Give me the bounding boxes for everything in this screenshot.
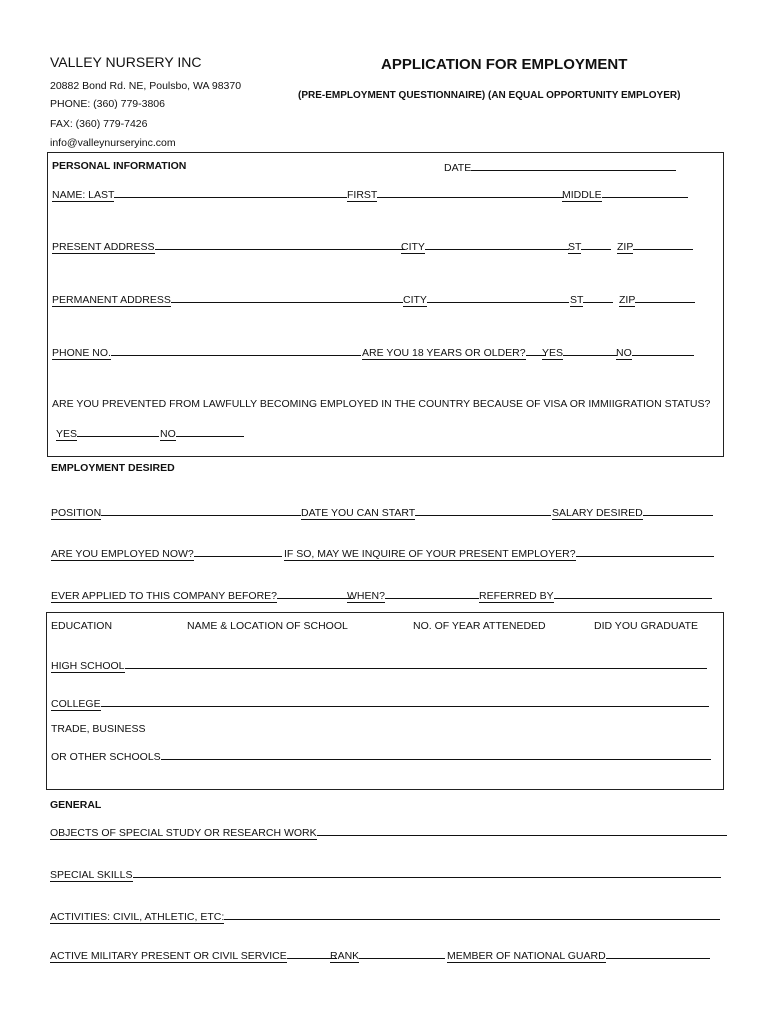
present-address-label: PRESENT ADDRESS — [52, 241, 155, 253]
rank-field[interactable] — [330, 948, 445, 962]
phone-label: PHONE NO. — [52, 347, 111, 359]
visa-question: ARE YOU PREVENTED FROM LAWFULLY BECOMING EMPLOYED IN THE COUNTRY BECAUSE OF VISA OR IMMIIGRATION STATUS? — [52, 398, 711, 410]
salary-label: SALARY DESIRED — [552, 507, 643, 519]
skills-field[interactable] — [50, 867, 721, 881]
guard-field[interactable] — [447, 948, 710, 962]
permanent-city-field[interactable] — [403, 292, 569, 306]
first-name-field[interactable] — [347, 187, 564, 201]
name-field[interactable] — [52, 187, 347, 201]
present-zip-field[interactable] — [617, 239, 693, 253]
inquire-field[interactable] — [284, 546, 714, 560]
middle-name-field[interactable] — [562, 187, 688, 201]
present-address-field[interactable] — [52, 239, 405, 253]
when-field[interactable] — [347, 588, 479, 602]
permanent-st-field[interactable] — [570, 292, 613, 306]
company-address: 20882 Bond Rd. NE, Poulsbo, WA 98370 — [50, 80, 242, 92]
activities-label: ACTIVITIES: CIVIL, ATHLETIC, ETC: — [50, 911, 225, 923]
visa-no[interactable] — [160, 426, 244, 440]
skills-label: SPECIAL SKILLS — [50, 869, 133, 881]
permanent-st-label: ST — [570, 294, 584, 306]
rank-label: RANK — [330, 950, 360, 962]
over-18-question — [362, 345, 546, 359]
college-field[interactable] — [51, 696, 709, 710]
present-st-field[interactable] — [568, 239, 611, 253]
military-label: ACTIVE MILITARY PRESENT OR CIVIL SERVICE — [50, 950, 287, 962]
permanent-zip-label: ZIP — [619, 294, 636, 306]
col-school: NAME & LOCATION OF SCHOOL — [187, 620, 348, 632]
position-field[interactable] — [51, 505, 301, 519]
objects-label: OBJECTS OF SPECIAL STUDY OR RESEARCH WORK — [50, 827, 317, 839]
military-field[interactable] — [50, 948, 337, 962]
date-field[interactable] — [444, 160, 676, 174]
permanent-zip-field[interactable] — [619, 292, 695, 306]
position-label: POSITION — [51, 507, 102, 519]
personal-heading: PERSONAL INFORMATION — [52, 160, 187, 172]
form-subtitle: (PRE-EMPLOYMENT QUESTIONNAIRE) (AN EQUAL OPPORTUNITY EMPLOYER) — [298, 90, 681, 101]
first-name-label: FIRST — [347, 189, 378, 201]
company-fax: FAX: (360) 779-7426 — [50, 118, 148, 130]
general-heading: GENERAL — [50, 799, 102, 811]
middle-name-label: MIDDLE — [562, 189, 602, 201]
college-label: COLLEGE — [51, 698, 101, 710]
applied-before-label: EVER APPLIED TO THIS COMPANY BEFORE? — [51, 590, 278, 602]
date-start-label: DATE YOU CAN START — [301, 507, 416, 519]
other-schools-label: OR OTHER SCHOOLS — [51, 751, 161, 763]
referred-by-label: REFERRED BY — [479, 590, 554, 602]
salary-field[interactable] — [552, 505, 713, 519]
activities-field[interactable] — [50, 909, 720, 923]
visa-no-label: NO — [160, 428, 176, 440]
over-18-no[interactable] — [616, 345, 694, 359]
visa-yes[interactable] — [56, 426, 159, 440]
objects-field[interactable] — [50, 825, 727, 839]
permanent-address-field[interactable] — [52, 292, 403, 306]
employed-now-label: ARE YOU EMPLOYED NOW? — [51, 548, 194, 560]
col-graduate: DID YOU GRADUATE — [594, 620, 699, 632]
trade-label: TRADE, BUSINESS — [51, 723, 146, 735]
education-heading: EDUCATION — [51, 620, 113, 632]
company-email: info@valleynurseryinc.com — [50, 137, 176, 149]
when-label: WHEN? — [347, 590, 385, 602]
last-name-label: NAME: LAST — [52, 189, 115, 201]
high-school-label: HIGH SCHOOL — [51, 660, 125, 672]
phone-field[interactable] — [52, 345, 361, 359]
present-zip-label: ZIP — [617, 241, 634, 253]
present-city-field[interactable] — [401, 239, 569, 253]
permanent-address-label: PERMANENT ADDRESS — [52, 294, 171, 306]
date-start-field[interactable] — [301, 505, 551, 519]
other-schools-field[interactable] — [51, 749, 711, 763]
company-name: VALLEY NURSERY INC — [50, 54, 202, 70]
company-phone: PHONE: (360) 779-3806 — [50, 98, 165, 110]
visa-yes-label: YES — [56, 428, 78, 440]
over-18-yes[interactable] — [542, 345, 617, 359]
guard-label: MEMBER OF NATIONAL GUARD — [447, 950, 606, 962]
high-school-field[interactable] — [51, 658, 707, 672]
col-years: NO. OF YEAR ATTENEDED — [413, 620, 546, 632]
over-18-label: ARE YOU 18 YEARS OR OLDER? — [362, 347, 526, 359]
present-st-label: ST — [568, 241, 582, 253]
over-18-yes-label: YES — [542, 347, 564, 359]
form-title: APPLICATION FOR EMPLOYMENT — [381, 56, 628, 73]
present-city-label: CITY — [401, 241, 425, 253]
date-label: DATE — [444, 162, 472, 174]
inquire-label: IF SO, MAY WE INQUIRE OF YOUR PRESENT EMPLOYER? — [284, 548, 576, 560]
employed-now-field[interactable] — [51, 546, 282, 560]
over-18-no-label: NO — [616, 347, 632, 359]
applied-before-field[interactable] — [51, 588, 353, 602]
referred-by-field[interactable] — [479, 588, 712, 602]
employment-heading: EMPLOYMENT DESIRED — [51, 462, 175, 474]
permanent-city-label: CITY — [403, 294, 427, 306]
